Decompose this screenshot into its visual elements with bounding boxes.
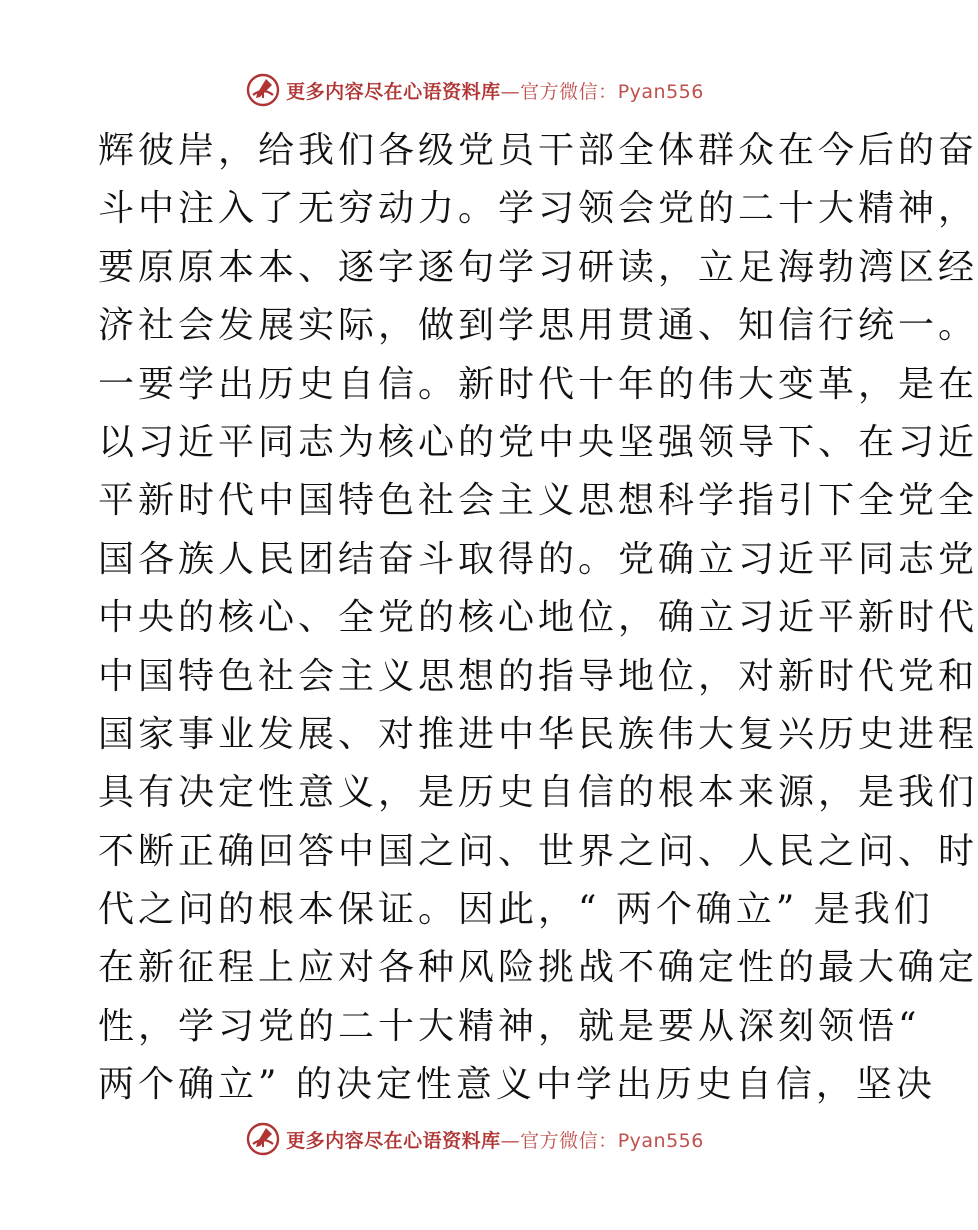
body-line: 中国特色社会主义思想的指导地位，对新时代党和 [98,655,978,697]
body-line: 以习近平同志为核心的党中央坚强领导下、在习近 [98,421,978,463]
body-line: 具有决定性意义，是历史自信的根本来源，是我们 [98,772,978,814]
body-line: 国各族人民团结奋斗取得的。党确立习近平同志党 [98,538,978,580]
watermark-wechat-label: 官方微信： [520,1129,618,1152]
footer-watermark [0,1119,950,1159]
watermark-text [286,77,704,104]
body-line: 不断正确回答中国之问、世界之问、人民之问、时 [98,830,978,872]
body-line: 辉彼岸，给我们各级党员干部全体群众在今后的奋 [98,130,978,171]
body-line: 要原原本本、逐字逐句学习研读，立足海勃湾区经 [98,246,978,288]
watermark-main: 更多内容尽在心语资料库 [286,1129,501,1152]
body-line: 平新时代中国特色社会主义思想科学指引下全党全 [98,480,978,522]
body-line: 斗中注入了无穷动力。学习领会党的二十大精神， [98,188,978,230]
watermark-text [286,1126,704,1153]
watermark-wechat-id: Pyan556 [617,1129,704,1152]
body-line: 中央的核心、全党的核心地位，确立习近平新时代 [98,597,978,639]
header-watermark [0,70,950,110]
watermark-main: 更多内容尽在心语资料库 [286,80,501,103]
watermark-wechat-id: Pyan556 [617,80,704,103]
book-pen-logo-icon [246,1122,280,1156]
book-pen-logo-icon [246,73,280,107]
body-line: 在新征程上应对各种风险挑战不确定性的最大确定 [98,947,978,989]
watermark-separator: — [500,80,521,103]
body-line: 性，学习党的二十大精神，就是要从深刻领悟“ [98,1005,921,1047]
document-body [98,122,978,1115]
body-line: 国家事业发展、对推进中华民族伟大复兴历史进程 [98,713,978,755]
watermark-wechat-label: 官方微信： [520,80,618,103]
body-line: 两个确立” 的决定性意义中学出历史自信，坚决 [98,1064,936,1106]
body-line: 济社会发展实际，做到学思用贯通、知信行统一。 [98,305,978,347]
body-line: 一要学出历史自信。新时代十年的伟大变革，是在 [98,363,978,405]
watermark-separator: — [500,1129,521,1152]
body-line: 代之问的根本保证。因此，“ 两个确立” 是我们 [98,889,934,931]
